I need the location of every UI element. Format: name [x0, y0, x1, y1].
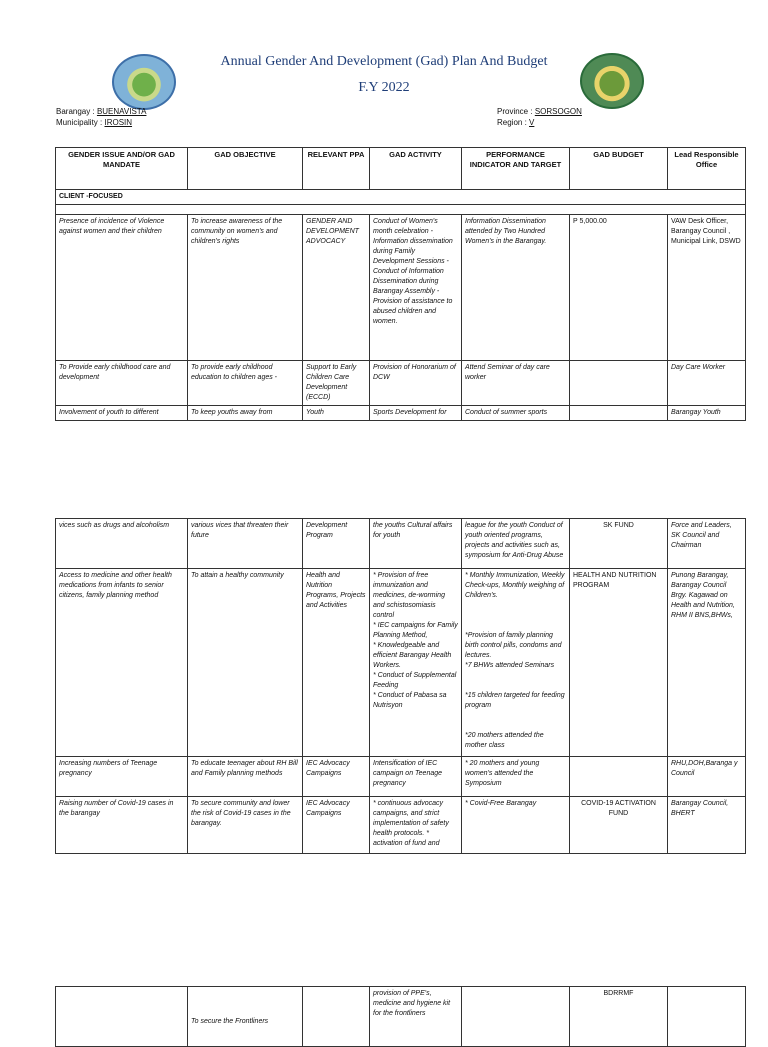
activity-line: * Provision of free immunization and medicines, de-worming and schistosomiasis control	[373, 572, 445, 619]
indicator-cell: Information Dissemination attended by Two Hundred Women's in the Barangay.	[462, 215, 570, 361]
activity-cell: Intensification of IEC campaign on Teenage pregnancy	[370, 757, 462, 797]
activity-line: * Conduct of Pabasa sa Nutrisyon	[373, 692, 447, 709]
table-header-row	[56, 148, 746, 190]
objective-text: To secure the Frontliners	[191, 1018, 269, 1025]
page-title: Annual Gender And Development (Gad) Plan And Budget	[220, 54, 548, 69]
indicator-cell	[462, 987, 570, 1047]
indicator-line: *Provision of family planning birth control pills, condoms and lectures.	[465, 632, 562, 659]
barangay-field	[56, 107, 146, 116]
activity-line: * Conduct of Supplemental Feeding	[373, 672, 457, 689]
indicator-line: * Monthly Immunization, Weekly Check-ups, Monthly weighing of Children's.	[465, 572, 565, 599]
objective-cell: To increase awareness of the community on women's and children's rights	[188, 215, 303, 361]
table-row	[56, 519, 746, 569]
objective-cell: To provide early childhood education to children ages -	[188, 361, 303, 406]
activity-cell: Conduct of Women's month celebration -Information dissemination during Family Development Sessions -Conduct of Information Dissemination during Barangay Assembly -Provision of assistance to abused children and women.	[370, 215, 462, 361]
municipality-label: Municipality :	[56, 118, 103, 127]
indicator-cell: league for the youth Conduct of youth oriented programs, projects and activities such as, symposium for Anti-Drug Abuse	[462, 519, 570, 569]
province-field	[497, 107, 582, 116]
objective-cell: To attain a healthy community	[188, 569, 303, 757]
region-label: Region :	[497, 118, 527, 127]
indicator-cell: * Covid-Free Barangay	[462, 797, 570, 854]
indicator-cell: Attend Seminar of day care worker	[462, 361, 570, 406]
office-cell: Barangay Council, BHERT	[668, 797, 746, 854]
issue-cell: Involvement of youth to different	[56, 406, 188, 421]
issue-cell: Presence of incidence of Violence against women and their children	[56, 215, 188, 361]
barangay-label: Barangay :	[56, 107, 95, 116]
office-cell: Punong Barangay, Barangay Council Brgy. Kagawad on Health and Nutrition, RHM II BNS,BHWs,	[668, 569, 746, 757]
spacer-row	[56, 205, 746, 215]
gad-plan-table-page-2	[55, 518, 746, 854]
table-row	[56, 569, 746, 757]
ppa-cell: Support to Early Children Care Development (ECCD)	[303, 361, 370, 406]
region-value: V	[529, 118, 535, 127]
budget-cell	[570, 757, 668, 797]
indicator-cell	[462, 569, 570, 757]
column-header: RELEVANT PPA	[303, 148, 370, 190]
indicator-cell: Conduct of summer sports	[462, 406, 570, 421]
objective-cell: To secure community and lower the risk of Covid-19 cases in the barangay.	[188, 797, 303, 854]
gad-plan-table-page-3	[55, 986, 746, 1047]
gad-plan-table-page-1	[55, 147, 746, 421]
office-cell: VAW Desk Officer, Barangay Council , Municipal Link, DSWD	[668, 215, 746, 361]
activity-cell: Sports Development for	[370, 406, 462, 421]
activity-cell	[370, 569, 462, 757]
issue-cell: To Provide early childhood care and development	[56, 361, 188, 406]
ppa-cell: Health and Nutrition Programs, Projects and Activities	[303, 569, 370, 757]
municipality-value: IROSIN	[104, 118, 133, 127]
municipality-field	[56, 118, 132, 127]
indicator-cell: * 20 mothers and young women's attended the Symposium	[462, 757, 570, 797]
province-label: Province :	[497, 107, 533, 116]
activity-line: * IEC campaigns for Family Planning Method,	[373, 622, 458, 639]
objective-cell	[188, 987, 303, 1047]
indicator-line: *7 BHWs attended Seminars	[465, 662, 555, 669]
table-row	[56, 797, 746, 854]
activity-cell: * continuous advocacy campaigns, and strict implementation of safety health protocols. * activation of fund and	[370, 797, 462, 854]
issue-cell: vices such as drugs and alcoholism	[56, 519, 188, 569]
indicator-line: *15 children targeted for feeding program	[465, 692, 565, 709]
budget-cell	[570, 406, 668, 421]
office-cell: Day Care Worker	[668, 361, 746, 406]
section-row	[56, 190, 746, 205]
office-cell: Barangay Youth	[668, 406, 746, 421]
ppa-cell: GENDER AND DEVELOPMENT ADVOCACY	[303, 215, 370, 361]
ppa-cell: IEC Advocacy Campaigns	[303, 797, 370, 854]
office-cell: Force and Leaders, SK Council and Chairman	[668, 519, 746, 569]
column-header: GAD OBJECTIVE	[188, 148, 303, 190]
objective-cell: various vices that threaten their future	[188, 519, 303, 569]
issue-cell: Increasing numbers of Teenage pregnancy	[56, 757, 188, 797]
fiscal-year: F.Y 2022	[358, 80, 410, 95]
table-row	[56, 406, 746, 421]
region-field	[497, 118, 534, 127]
activity-cell: provision of PPE's, medicine and hygiene kit for the frontliners	[370, 987, 462, 1047]
table-row	[56, 757, 746, 797]
indicator-line: *20 mothers attended the mother class	[465, 732, 544, 749]
table-row	[56, 215, 746, 361]
ppa-cell: Youth	[303, 406, 370, 421]
section-label: CLIENT -FOCUSED	[56, 190, 746, 205]
ppa-cell: IEC Advocacy Campaigns	[303, 757, 370, 797]
objective-cell: To keep youths away from	[188, 406, 303, 421]
budget-cell: HEALTH AND NUTRITION PROGRAM	[570, 569, 668, 757]
issue-cell: Access to medicine and other health medications from infants to senior citizens, family planning method	[56, 569, 188, 757]
budget-cell: BDRRMF	[570, 987, 668, 1047]
activity-cell: Provision of Honorarium of DCW	[370, 361, 462, 406]
activity-cell: the youths Cultural affairs for youth	[370, 519, 462, 569]
issue-cell	[56, 987, 188, 1047]
office-cell: RHU,DOH,Baranga y Council	[668, 757, 746, 797]
activity-line: * Knowledgeable and efficient Barangay Health Workers.	[373, 642, 452, 669]
budget-cell: COVID-19 ACTIVATION FUND	[570, 797, 668, 854]
ppa-cell	[303, 987, 370, 1047]
budget-cell	[570, 361, 668, 406]
ppa-cell: Development Program	[303, 519, 370, 569]
budget-cell: SK FUND	[570, 519, 668, 569]
column-header: Lead Responsible Office	[668, 148, 746, 190]
office-cell	[668, 987, 746, 1047]
table-row	[56, 361, 746, 406]
table-row	[56, 987, 746, 1047]
column-header: PERFORMANCE INDICATOR AND TARGET	[462, 148, 570, 190]
barangay-value: BUENAVISTA	[96, 107, 147, 116]
objective-cell: To educate teenager about RH Bill and Family planning methods	[188, 757, 303, 797]
column-header: GENDER ISSUE AND/OR GAD MANDATE	[56, 148, 188, 190]
column-header: GAD BUDGET	[570, 148, 668, 190]
budget-cell: P 5,000.00	[570, 215, 668, 361]
issue-cell: Raising number of Covid-19 cases in the barangay	[56, 797, 188, 854]
province-value: SORSOGON	[534, 107, 582, 116]
column-header: GAD ACTIVITY	[370, 148, 462, 190]
